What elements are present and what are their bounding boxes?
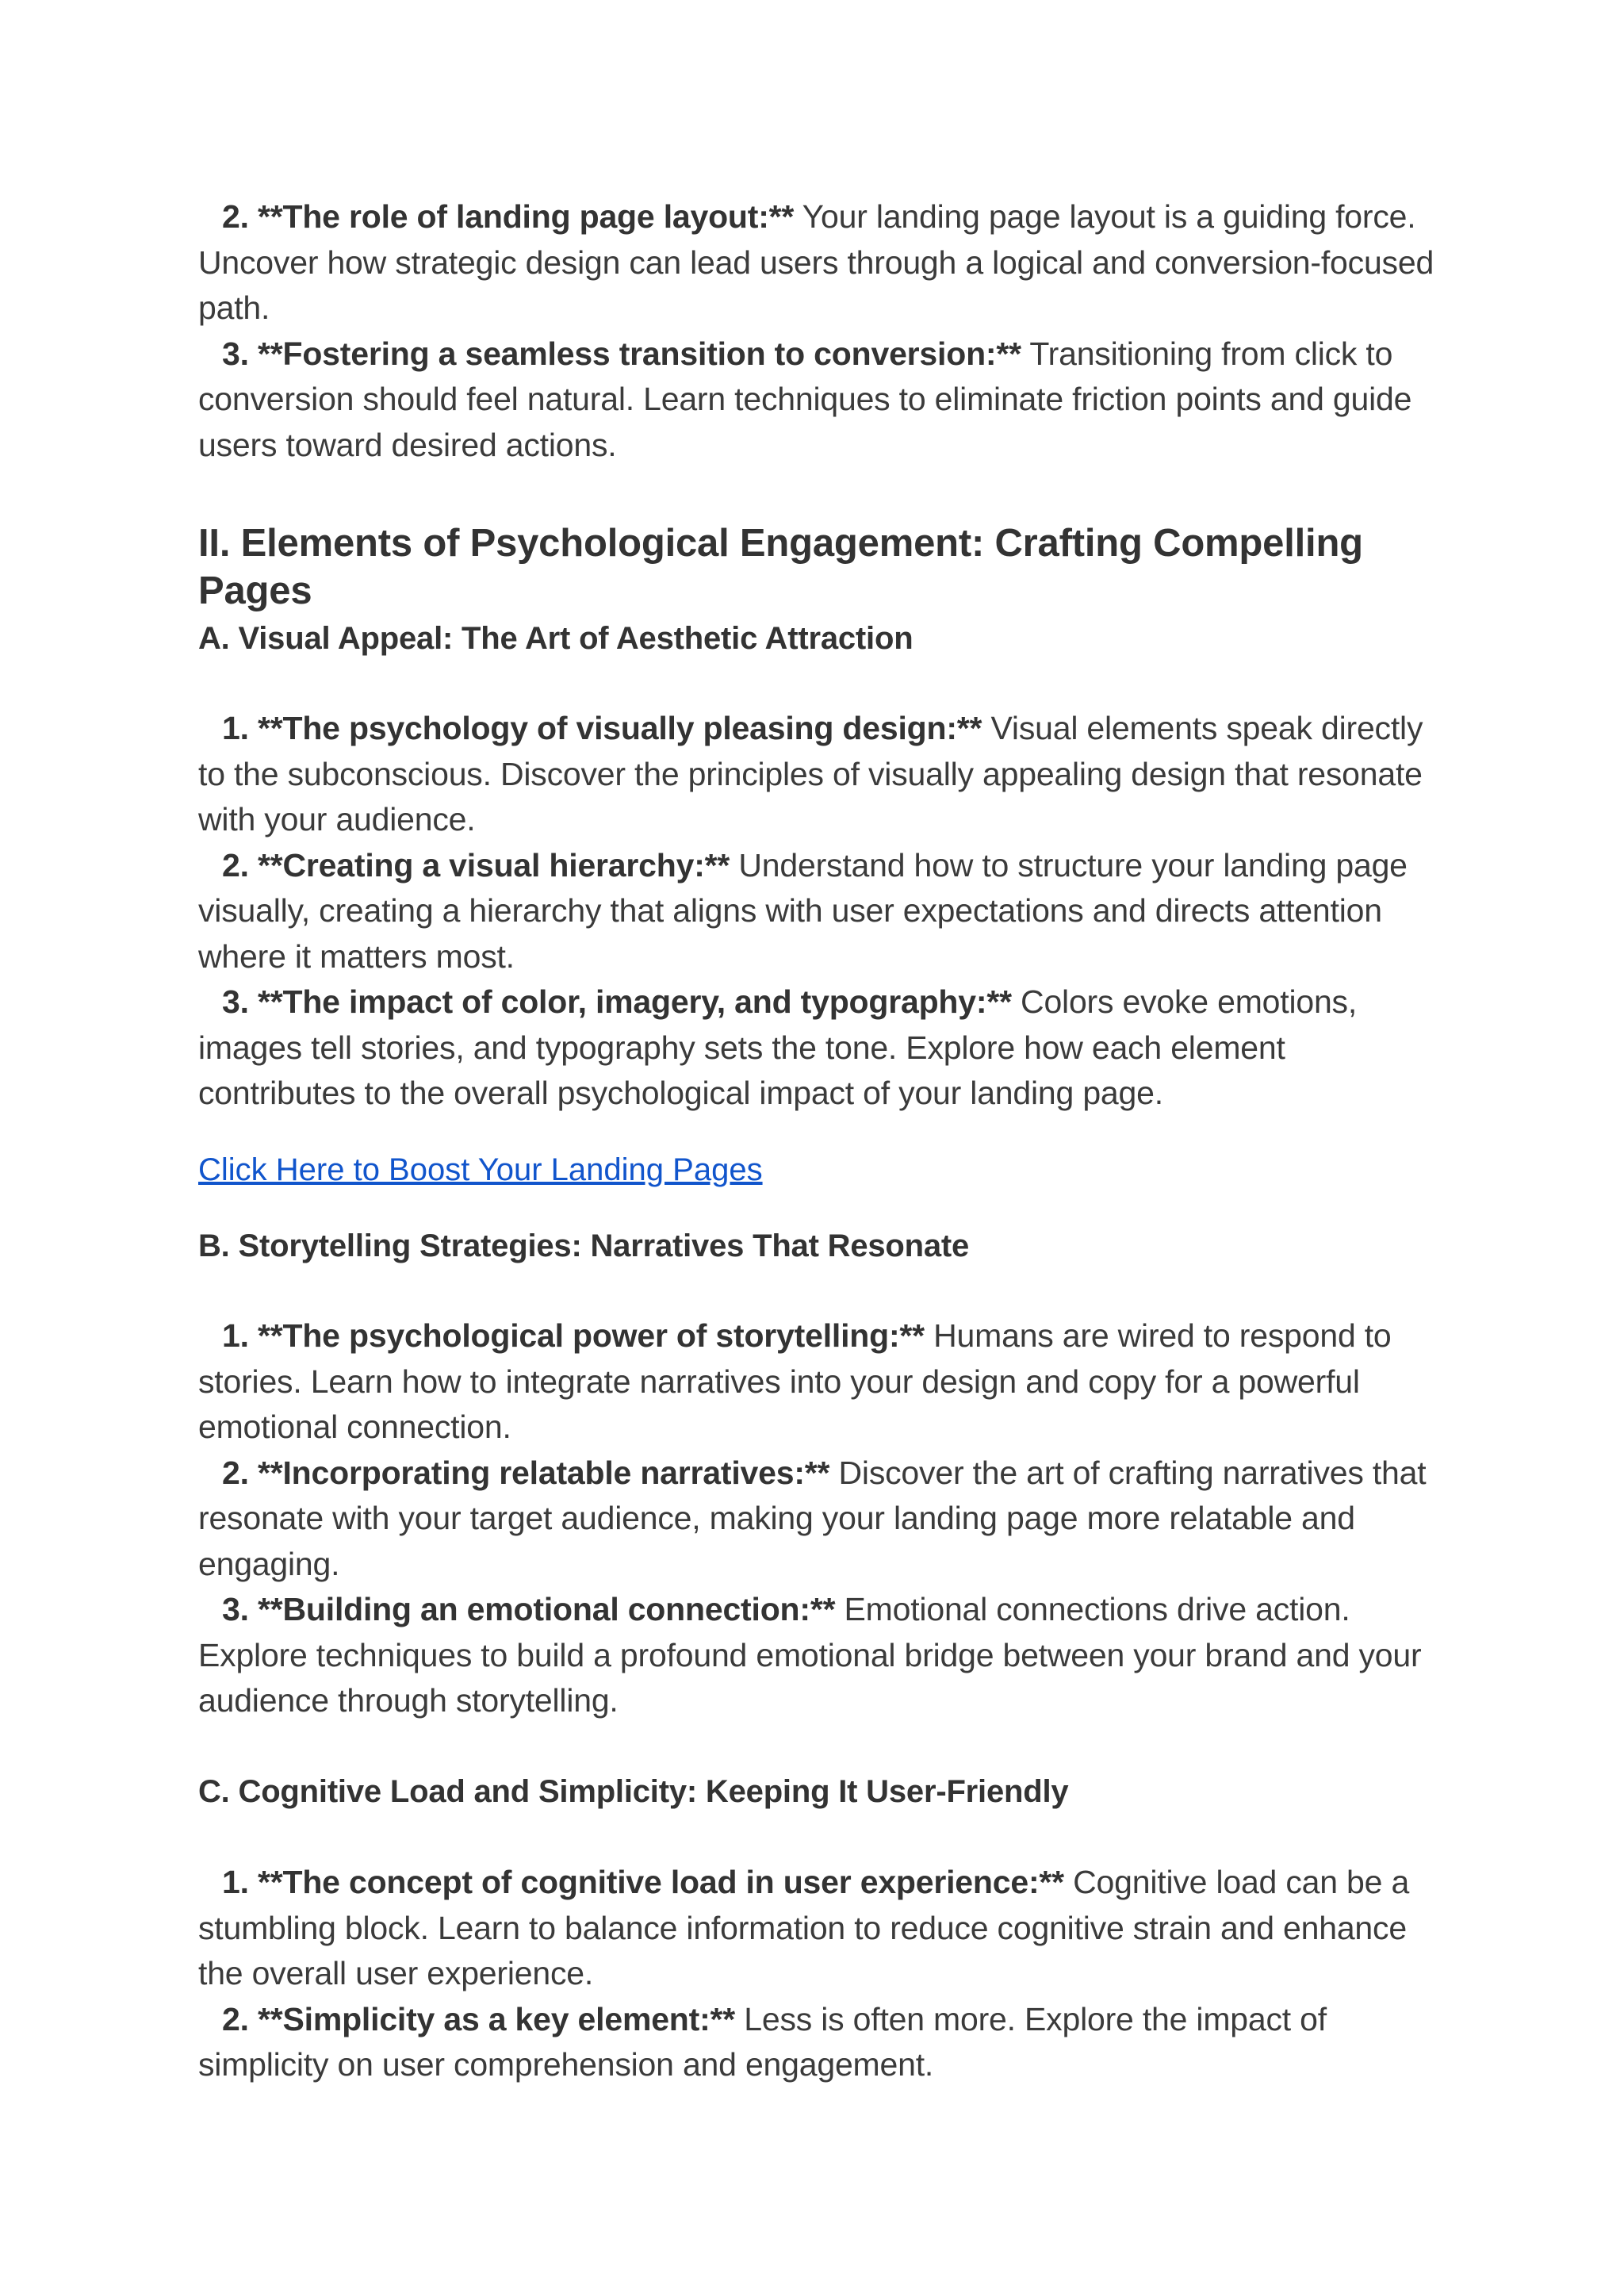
list-item — [198, 1860, 1435, 1997]
item-text: Cognitive load can be a stumbling block. Learn to balance information to reduce cognitive strain and enhance the overall user experience. — [198, 1864, 1410, 1991]
item-lead: 1. **The psychology of visually pleasing design:** — [222, 710, 982, 746]
item-lead: 3. **Building an emotional connection:** — [222, 1591, 836, 1627]
item-lead: 2. **The role of landing page layout:** — [222, 198, 795, 235]
list-item — [198, 1997, 1435, 2088]
item-lead: 1. **The concept of cognitive load in user experience:** — [222, 1864, 1064, 1900]
item-text: Humans are wired to respond to stories. Learn how to integrate narratives into your design and copy for a powerful emotional connection. — [198, 1317, 1392, 1445]
item-text: Visual elements speak directly to the subconscious. Discover the principles of visually appealing design that resonate with your audience. — [198, 710, 1423, 838]
subsection-a-list — [198, 706, 1435, 1117]
list-item — [198, 979, 1435, 1117]
link-row — [198, 1148, 1435, 1192]
item-text: Less is often more. Explore the impact of simplicity on user comprehension and engagement. — [198, 2000, 1327, 2083]
item-lead: 2. **Simplicity as a key element:** — [222, 2000, 736, 2037]
list-item — [198, 194, 1435, 332]
item-lead: 2. **Creating a visual hierarchy:** — [222, 846, 730, 884]
item-lead: 1. **The psychological power of storytelling:** — [222, 1317, 925, 1354]
item-text: Your landing page layout is a guiding force. Uncover how strategic design can lead users through a logical and conversion-focused path. — [198, 198, 1434, 326]
list-item — [198, 1587, 1435, 1724]
section-heading: II. Elements of Psychological Engagement: Crafting Compelling Pages — [198, 522, 1363, 612]
list-item — [198, 843, 1435, 980]
item-text: Understand how to structure your landing page visually, creating a hierarchy that aligns with user expectations and directs attention where it matters most. — [198, 846, 1408, 975]
item-lead: 3. **The impact of color, imagery, and typography:** — [222, 983, 1012, 1020]
subsection-b-list — [198, 1313, 1435, 1724]
list-item — [198, 1313, 1435, 1451]
item-text: Transitioning from click to conversion should feel natural. Learn techniques to eliminate friction points and guide users toward desired actions. — [198, 335, 1412, 463]
list-item — [198, 706, 1435, 843]
item-lead: 3. **Fostering a seamless transition to conversion:** — [222, 335, 1021, 372]
subsection-heading-c: C. Cognitive Load and Simplicity: Keeping It User-Friendly — [198, 1774, 1069, 1809]
subsection-c-list — [198, 1860, 1435, 2088]
list-item — [198, 1451, 1435, 1588]
list-item — [198, 332, 1435, 469]
subsection-heading-b: B. Storytelling Strategies: Narratives That Resonate — [198, 1228, 970, 1263]
item-text: Emotional connections drive action. Explore techniques to build a profound emotional bridge between your brand and your audience through storytelling. — [198, 1591, 1422, 1719]
boost-landing-pages-link[interactable]: Click Here to Boost Your Landing Pages — [198, 1152, 763, 1187]
item-text: Colors evoke emotions, images tell stories, and typography sets the tone. Explore how each element contributes to the overall psychological impact of your landing page. — [198, 983, 1358, 1111]
intro-list — [198, 194, 1435, 468]
item-text: Discover the art of crafting narratives that resonate with your target audience, making your landing page more relatable and engaging. — [198, 1454, 1427, 1582]
item-lead: 2. **Incorporating relatable narratives:** — [222, 1454, 830, 1491]
subsection-heading-a: A. Visual Appeal: The Art of Aesthetic Attraction — [198, 621, 914, 656]
